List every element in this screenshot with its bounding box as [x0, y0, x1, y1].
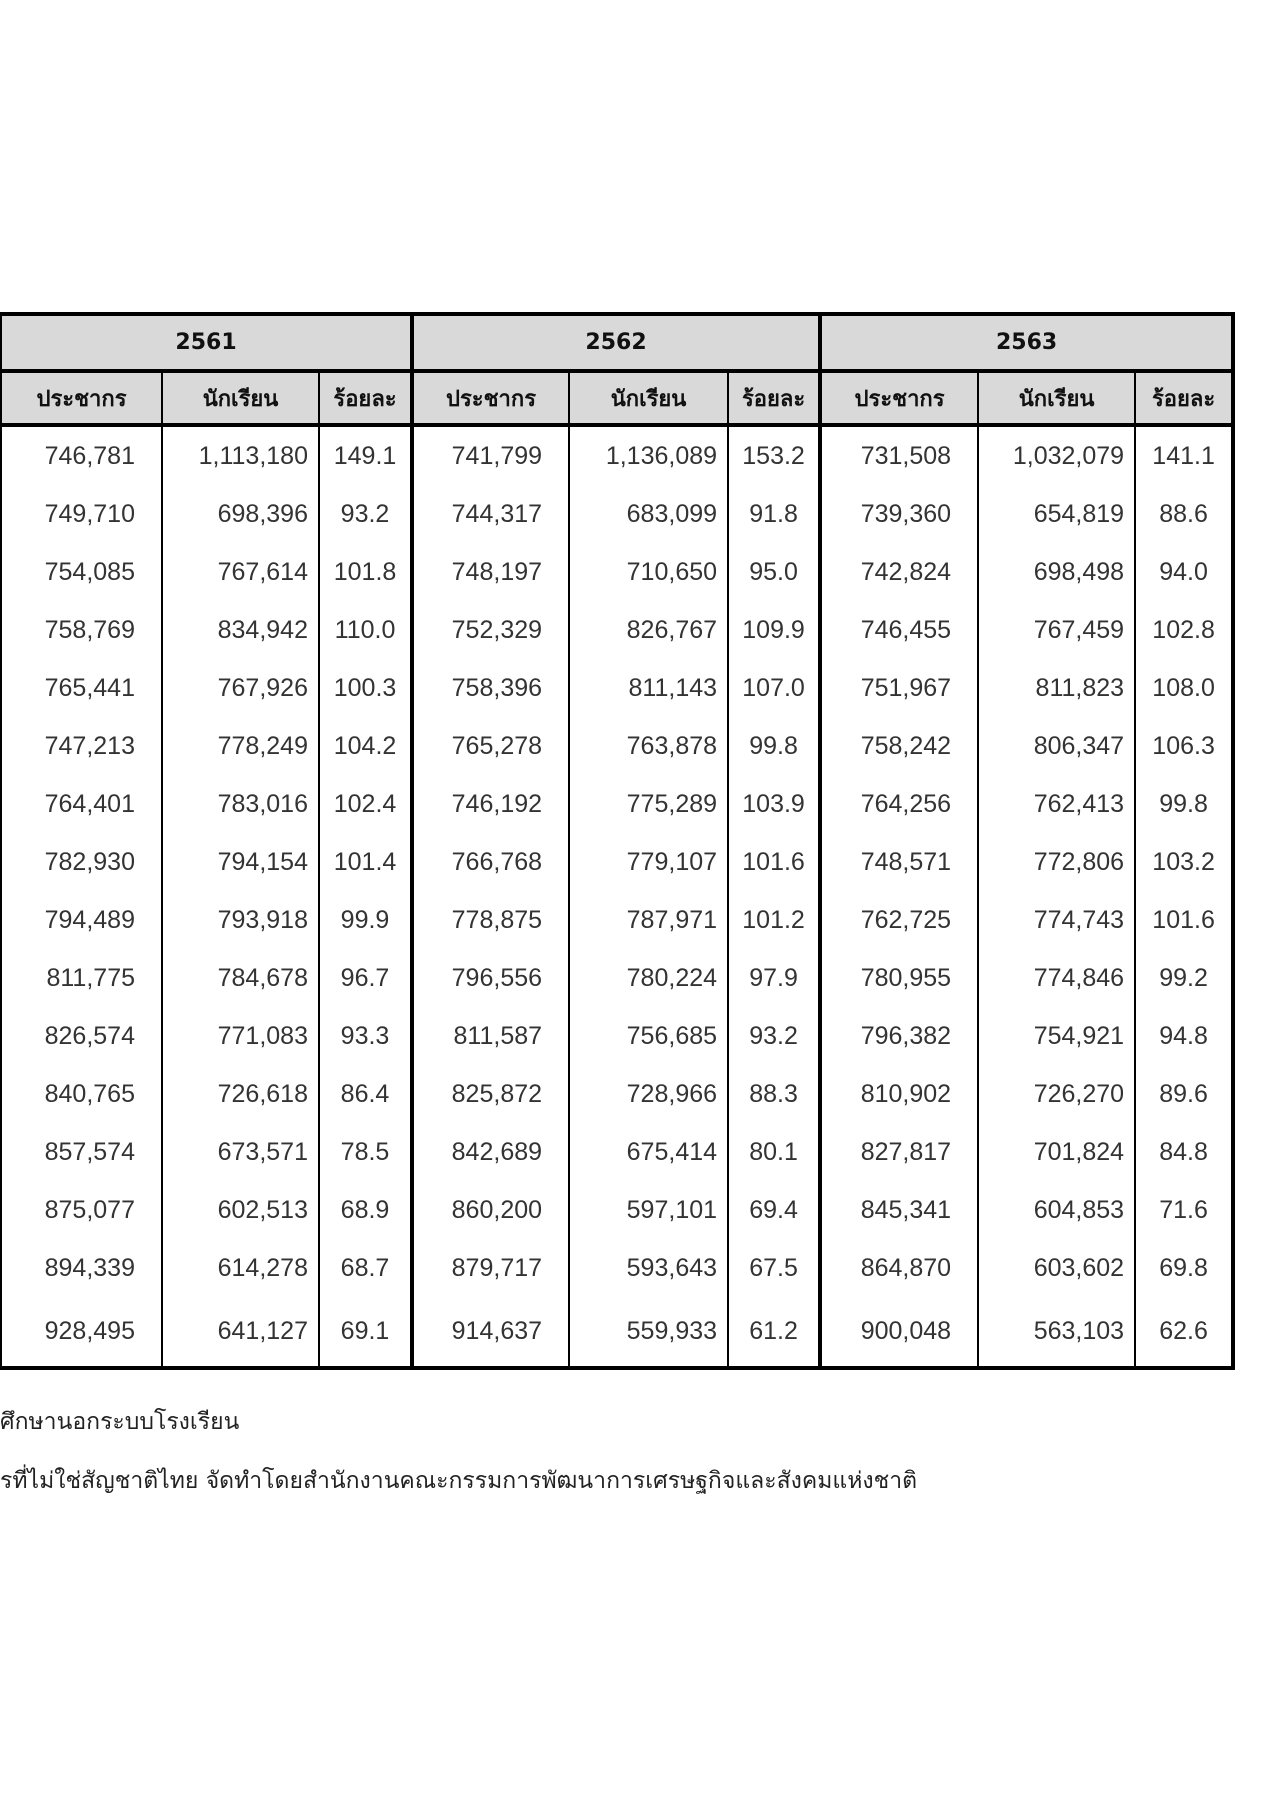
table-row [0, 1239, 1233, 1297]
cell-population: 748,571 [820, 833, 978, 891]
cell-students: 683,099 [569, 485, 728, 543]
cell-students: 602,513 [162, 1181, 319, 1239]
cell-population: 894,339 [0, 1239, 162, 1297]
table-row [0, 485, 1233, 543]
table-row [0, 1065, 1233, 1123]
table-row [0, 1297, 1233, 1368]
cell-students: 563,103 [978, 1297, 1135, 1368]
cell-students: 1,032,079 [978, 425, 1135, 485]
table-row [0, 1007, 1233, 1065]
cell-percent: 99.8 [728, 717, 820, 775]
cell-population: 794,489 [0, 891, 162, 949]
cell-students: 604,853 [978, 1181, 1135, 1239]
cell-population: 845,341 [820, 1181, 978, 1239]
cell-percent: 101.6 [1135, 891, 1233, 949]
cell-percent: 94.8 [1135, 1007, 1233, 1065]
cell-students: 834,942 [162, 601, 319, 659]
cell-population: 811,775 [0, 949, 162, 1007]
cell-percent: 101.8 [319, 543, 412, 601]
cell-population: 751,967 [820, 659, 978, 717]
cell-population: 826,574 [0, 1007, 162, 1065]
cell-students: 728,966 [569, 1065, 728, 1123]
cell-percent: 61.2 [728, 1297, 820, 1368]
cell-students: 698,498 [978, 543, 1135, 601]
cell-percent: 80.1 [728, 1123, 820, 1181]
cell-population: 810,902 [820, 1065, 978, 1123]
cell-percent: 99.8 [1135, 775, 1233, 833]
cell-population: 749,710 [0, 485, 162, 543]
table-row [0, 775, 1233, 833]
cell-students: 793,918 [162, 891, 319, 949]
cell-population: 928,495 [0, 1297, 162, 1368]
cell-students: 811,143 [569, 659, 728, 717]
cell-percent: 103.9 [728, 775, 820, 833]
cell-population: 746,455 [820, 601, 978, 659]
cell-students: 726,270 [978, 1065, 1135, 1123]
cell-percent: 110.0 [319, 601, 412, 659]
population-student-table [0, 312, 1235, 1370]
cell-population: 744,317 [412, 485, 569, 543]
cell-students: 783,016 [162, 775, 319, 833]
cell-percent: 99.9 [319, 891, 412, 949]
cell-percent: 149.1 [319, 425, 412, 485]
cell-students: 762,413 [978, 775, 1135, 833]
cell-percent: 84.8 [1135, 1123, 1233, 1181]
cell-population: 796,382 [820, 1007, 978, 1065]
year-header-2563: 2563 [820, 314, 1233, 371]
cell-students: 726,618 [162, 1065, 319, 1123]
cell-students: 641,127 [162, 1297, 319, 1368]
cell-population: 758,769 [0, 601, 162, 659]
cell-population: 840,765 [0, 1065, 162, 1123]
table-row [0, 1123, 1233, 1181]
table-row [0, 543, 1233, 601]
cell-population: 842,689 [412, 1123, 569, 1181]
cell-population: 914,637 [412, 1297, 569, 1368]
cell-percent: 97.9 [728, 949, 820, 1007]
cell-percent: 103.2 [1135, 833, 1233, 891]
cell-population: 754,085 [0, 543, 162, 601]
cell-population: 746,781 [0, 425, 162, 485]
cell-percent: 93.2 [319, 485, 412, 543]
cell-percent: 69.1 [319, 1297, 412, 1368]
cell-percent: 93.2 [728, 1007, 820, 1065]
cell-students: 778,249 [162, 717, 319, 775]
cell-percent: 101.4 [319, 833, 412, 891]
cell-population: 765,441 [0, 659, 162, 717]
footnote-1: ศึกษานอกระบบโรงเรียน [0, 1409, 240, 1435]
cell-students: 675,414 [569, 1123, 728, 1181]
cell-population: 747,213 [0, 717, 162, 775]
subheader-students-2561: นักเรียน [162, 371, 319, 425]
cell-population: 758,242 [820, 717, 978, 775]
cell-percent: 99.2 [1135, 949, 1233, 1007]
year-header-2561: 2561 [0, 314, 412, 371]
subheader-population-2563: ประชากร [820, 371, 978, 425]
cell-students: 771,083 [162, 1007, 319, 1065]
cell-students: 794,154 [162, 833, 319, 891]
cell-population: 731,508 [820, 425, 978, 485]
subheader-row [0, 371, 1233, 425]
cell-students: 767,926 [162, 659, 319, 717]
cell-percent: 93.3 [319, 1007, 412, 1065]
cell-percent: 96.7 [319, 949, 412, 1007]
footnote-2: รที่ไม่ใช่สัญชาติไทย จัดทำโดยสำนักงานคณะกรรมการพัฒนาการเศรษฐกิจและสังคมแห่งชาติ [0, 1468, 918, 1494]
cell-students: 767,614 [162, 543, 319, 601]
cell-population: 762,725 [820, 891, 978, 949]
cell-students: 756,685 [569, 1007, 728, 1065]
cell-population: 811,587 [412, 1007, 569, 1065]
cell-population: 778,875 [412, 891, 569, 949]
subheader-percent-2562: ร้อยละ [728, 371, 820, 425]
cell-students: 811,823 [978, 659, 1135, 717]
cell-population: 758,396 [412, 659, 569, 717]
cell-population: 825,872 [412, 1065, 569, 1123]
cell-students: 787,971 [569, 891, 728, 949]
subheader-percent-2561: ร้อยละ [319, 371, 412, 425]
cell-population: 780,955 [820, 949, 978, 1007]
table-row [0, 833, 1233, 891]
cell-population: 741,799 [412, 425, 569, 485]
cell-population: 766,768 [412, 833, 569, 891]
cell-percent: 78.5 [319, 1123, 412, 1181]
cell-percent: 69.8 [1135, 1239, 1233, 1297]
cell-percent: 69.4 [728, 1181, 820, 1239]
cell-students: 1,113,180 [162, 425, 319, 485]
cell-students: 774,743 [978, 891, 1135, 949]
cell-percent: 109.9 [728, 601, 820, 659]
cell-percent: 67.5 [728, 1239, 820, 1297]
subheader-population-2561: ประชากร [0, 371, 162, 425]
cell-percent: 102.4 [319, 775, 412, 833]
cell-percent: 95.0 [728, 543, 820, 601]
table-row [0, 659, 1233, 717]
table-row [0, 717, 1233, 775]
cell-percent: 68.9 [319, 1181, 412, 1239]
cell-population: 857,574 [0, 1123, 162, 1181]
cell-students: 775,289 [569, 775, 728, 833]
cell-students: 779,107 [569, 833, 728, 891]
cell-percent: 91.8 [728, 485, 820, 543]
cell-percent: 141.1 [1135, 425, 1233, 485]
cell-percent: 68.7 [319, 1239, 412, 1297]
cell-students: 701,824 [978, 1123, 1135, 1181]
cell-students: 772,806 [978, 833, 1135, 891]
cell-students: 559,933 [569, 1297, 728, 1368]
cell-population: 879,717 [412, 1239, 569, 1297]
year-header-2562: 2562 [412, 314, 820, 371]
cell-students: 698,396 [162, 485, 319, 543]
cell-percent: 71.6 [1135, 1181, 1233, 1239]
cell-population: 900,048 [820, 1297, 978, 1368]
table-row [0, 425, 1233, 485]
cell-population: 764,401 [0, 775, 162, 833]
cell-students: 763,878 [569, 717, 728, 775]
cell-percent: 100.3 [319, 659, 412, 717]
cell-students: 597,101 [569, 1181, 728, 1239]
cell-population: 827,817 [820, 1123, 978, 1181]
cell-population: 860,200 [412, 1181, 569, 1239]
table-row [0, 949, 1233, 1007]
cell-percent: 94.0 [1135, 543, 1233, 601]
cell-percent: 153.2 [728, 425, 820, 485]
cell-percent: 89.6 [1135, 1065, 1233, 1123]
cell-population: 752,329 [412, 601, 569, 659]
subheader-students-2562: นักเรียน [569, 371, 728, 425]
cell-students: 673,571 [162, 1123, 319, 1181]
cell-percent: 106.3 [1135, 717, 1233, 775]
table-row [0, 601, 1233, 659]
cell-population: 746,192 [412, 775, 569, 833]
cell-percent: 86.4 [319, 1065, 412, 1123]
table-row [0, 891, 1233, 949]
cell-population: 765,278 [412, 717, 569, 775]
cell-students: 593,643 [569, 1239, 728, 1297]
cell-students: 754,921 [978, 1007, 1135, 1065]
cell-percent: 101.2 [728, 891, 820, 949]
subheader-students-2563: นักเรียน [978, 371, 1135, 425]
cell-percent: 104.2 [319, 717, 412, 775]
cell-students: 1,136,089 [569, 425, 728, 485]
cell-population: 739,360 [820, 485, 978, 543]
cell-students: 654,819 [978, 485, 1135, 543]
cell-percent: 102.8 [1135, 601, 1233, 659]
cell-population: 764,256 [820, 775, 978, 833]
cell-percent: 107.0 [728, 659, 820, 717]
cell-percent: 62.6 [1135, 1297, 1233, 1368]
cell-students: 710,650 [569, 543, 728, 601]
cell-students: 780,224 [569, 949, 728, 1007]
cell-population: 796,556 [412, 949, 569, 1007]
cell-percent: 101.6 [728, 833, 820, 891]
cell-population: 742,824 [820, 543, 978, 601]
table-row [0, 1181, 1233, 1239]
cell-students: 767,459 [978, 601, 1135, 659]
year-header-row [0, 314, 1233, 371]
cell-students: 614,278 [162, 1239, 319, 1297]
cell-students: 784,678 [162, 949, 319, 1007]
cell-percent: 88.3 [728, 1065, 820, 1123]
cell-students: 774,846 [978, 949, 1135, 1007]
subheader-population-2562: ประชากร [412, 371, 569, 425]
cell-population: 782,930 [0, 833, 162, 891]
subheader-percent-2563: ร้อยละ [1135, 371, 1233, 425]
cell-population: 748,197 [412, 543, 569, 601]
cell-population: 864,870 [820, 1239, 978, 1297]
cell-percent: 108.0 [1135, 659, 1233, 717]
cell-students: 603,602 [978, 1239, 1135, 1297]
cell-percent: 88.6 [1135, 485, 1233, 543]
cell-students: 826,767 [569, 601, 728, 659]
cell-population: 875,077 [0, 1181, 162, 1239]
cell-students: 806,347 [978, 717, 1135, 775]
